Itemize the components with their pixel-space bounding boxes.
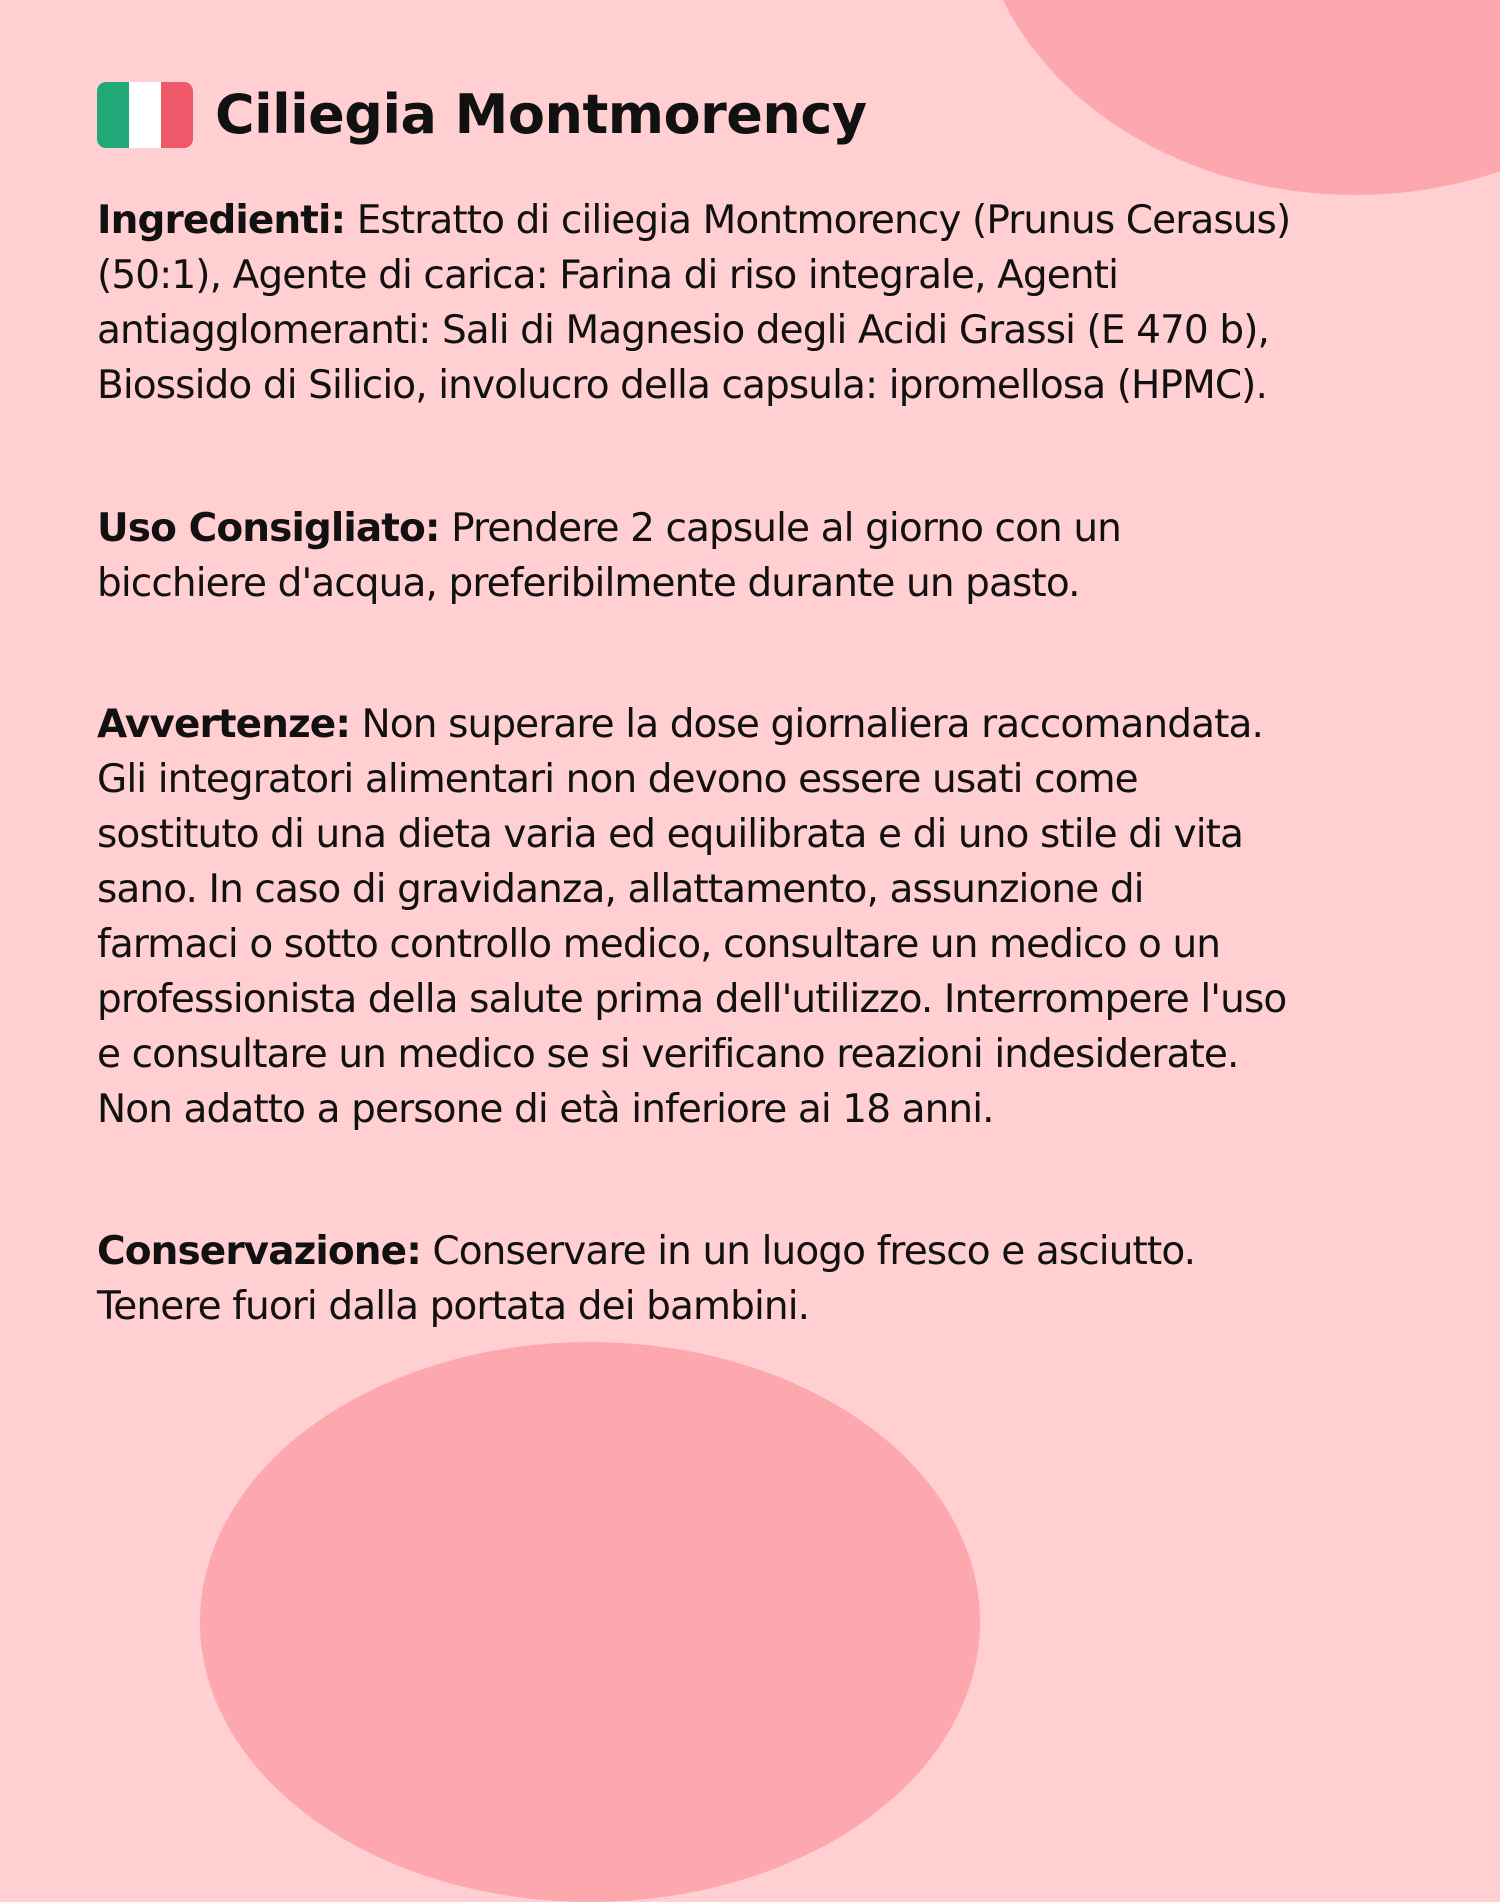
page-header (97, 82, 867, 148)
section-line: (50:1), Agente di carica: Farina di riso integrale, Agenti (97, 253, 1119, 298)
decorative-blob-top-right (975, 0, 1500, 195)
section-line: Conservare in un luogo fresco e asciutto. (432, 1229, 1196, 1274)
section-line: Tenere fuori dalla portata dei bambini. (97, 1284, 810, 1329)
section-line: bicchiere d'acqua, preferibilmente durante un pasto. (97, 561, 1080, 606)
decorative-blob-bottom (200, 1342, 980, 1902)
section-label: Uso Consigliato: (97, 506, 440, 551)
section-line: antiagglomeranti: Sali di Magnesio degli Acidi Grassi (E 470 b), (97, 308, 1270, 353)
section-line: professionista della salute prima dell'utilizzo. Interrompere l'uso (97, 977, 1287, 1022)
page-title: Ciliegia Montmorency (215, 83, 867, 146)
section-line: sostituto di una dieta varia ed equilibrata e di uno stile di vita (97, 812, 1244, 857)
ingredients-section (97, 193, 1417, 413)
section-label: Ingredienti: (97, 198, 346, 243)
section-line: Estratto di ciliegia Montmorency (Prunus Cerasus) (356, 198, 1291, 243)
section-line: Biossido di Silicio, involucro della capsula: ipromellosa (HPMC). (97, 363, 1267, 408)
recommended-use-section (97, 501, 1417, 611)
section-line: Non adatto a persone di età inferiore ai 18 anni. (97, 1087, 994, 1132)
section-line: sano. In caso di gravidanza, allattamento, assunzione di (97, 867, 1144, 912)
section-line: e consultare un medico se si verificano reazioni indesiderate. (97, 1032, 1239, 1077)
section-line: Gli integratori alimentari non devono essere usati come (97, 757, 1138, 802)
section-line: farmaci o sotto controllo medico, consultare un medico o un (97, 922, 1221, 967)
section-label: Conservazione: (97, 1229, 421, 1274)
section-line: Prendere 2 capsule al giorno con un (451, 506, 1121, 551)
section-line: Non superare la dose giornaliera raccomandata. (361, 702, 1263, 747)
section-label: Avvertenze: (97, 702, 351, 747)
storage-section (97, 1224, 1417, 1334)
warnings-section (97, 697, 1417, 1137)
italy-flag-icon (97, 82, 193, 148)
